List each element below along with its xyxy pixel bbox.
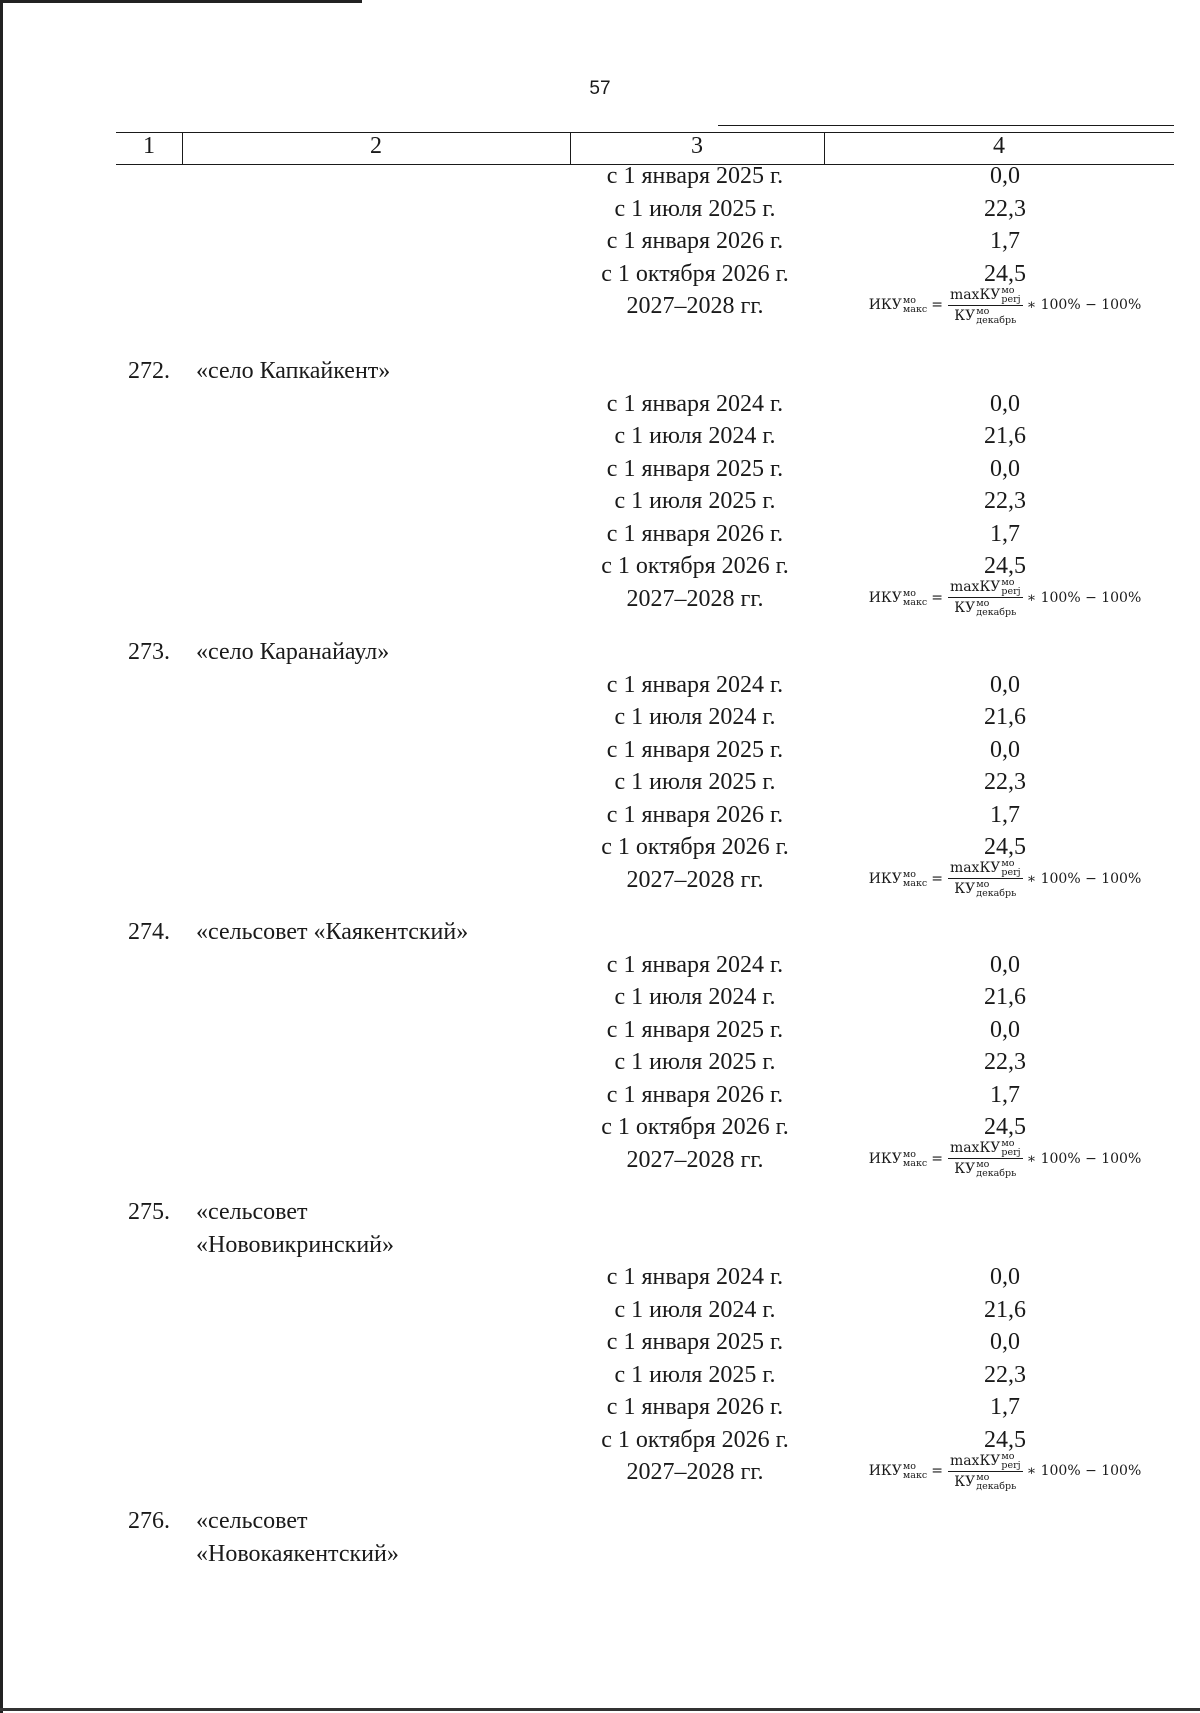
- formula-part: perj: [1001, 1147, 1021, 1158]
- entry-name: «Новокаякентский»: [196, 1540, 399, 1567]
- formula-part: макс: [902, 1157, 928, 1169]
- value-cell: 22,3: [984, 1361, 1026, 1388]
- date-cell: с 1 июля 2025 г.: [614, 1361, 776, 1388]
- entry-number: 272.: [128, 358, 170, 384]
- formula-part: макс: [902, 304, 928, 315]
- column-header-4: 4: [993, 133, 1005, 159]
- formula-part: [952, 598, 1018, 617]
- formula-part: макс: [902, 877, 928, 889]
- formula-part: ИКУ: [868, 589, 902, 606]
- formula-part: ∗ 100% − 100%: [1026, 870, 1142, 887]
- formula-part: perj: [1001, 867, 1021, 878]
- entry-name: «село Капкайкент»: [196, 358, 391, 384]
- formula-part: maxКУ: [949, 1452, 1001, 1469]
- formula-iku-max: [850, 1135, 1160, 1183]
- formula-part: мо: [902, 1461, 916, 1472]
- formula-part: КУ: [954, 600, 976, 616]
- formula-part: КУ: [954, 307, 976, 324]
- column-header-1: 1: [143, 133, 155, 159]
- formula-part: мо: [976, 879, 990, 890]
- entry-name: «сельсовет «Каякентский»: [196, 919, 469, 945]
- formula-part: [948, 1139, 1023, 1159]
- formula-part: [952, 1159, 1018, 1178]
- formula-part: мо: [976, 598, 990, 609]
- value-cell: 0,0: [990, 1264, 1020, 1290]
- formula-part: perj: [1001, 1459, 1021, 1471]
- formula-part: [948, 578, 1023, 598]
- formula-part: [1001, 859, 1020, 877]
- value-cell: 24,5: [984, 260, 1026, 287]
- date-cell: с 1 июля 2025 г.: [614, 195, 776, 222]
- formula-part: ∗ 100% − 100%: [1026, 297, 1142, 313]
- formula-part: =: [931, 870, 943, 887]
- value-cell: 0,0: [990, 163, 1020, 189]
- entry-name: «Нововикринский»: [196, 1231, 395, 1258]
- date-cell: с 1 июля 2025 г.: [614, 1049, 776, 1075]
- date-cell: с 1 января 2026 г.: [606, 520, 784, 547]
- formula-part: perj: [1001, 293, 1021, 305]
- formula-part: мо: [902, 295, 916, 306]
- formula-part: [903, 1462, 927, 1480]
- scan-border-bottom: [0, 1708, 1200, 1711]
- entry-name: «село Каранайаул»: [196, 639, 390, 665]
- value-cell: 22,3: [984, 195, 1026, 222]
- formula-part: [903, 589, 927, 607]
- date-cell: с 1 июля 2024 г.: [614, 704, 776, 730]
- date-cell: с 1 июля 2025 г.: [614, 769, 776, 795]
- formula-part: [952, 879, 1018, 898]
- formula-iku-max: [850, 574, 1160, 622]
- formula-part: ИКУ: [868, 297, 902, 313]
- formula-part: [976, 880, 1016, 898]
- value-cell: 24,5: [984, 1114, 1026, 1140]
- formula-part: maxКУ: [949, 860, 1001, 876]
- date-cell: с 1 октября 2026 г.: [601, 1114, 789, 1140]
- formula-part: [903, 870, 927, 888]
- formula-part: [1001, 1139, 1020, 1157]
- column-header-3: 3: [691, 133, 703, 159]
- formula-iku-max: [850, 855, 1160, 903]
- value-cell: 0,0: [990, 951, 1020, 978]
- date-cell: 2027–2028 гг.: [626, 585, 764, 612]
- date-cell: с 1 января 2026 г.: [606, 1081, 784, 1108]
- entry-number: 275.: [128, 1199, 170, 1225]
- formula-part: декабрь: [976, 1480, 1017, 1492]
- date-cell: с 1 января 2025 г.: [606, 736, 784, 763]
- formula-part: [976, 1160, 1016, 1178]
- date-cell: с 1 января 2026 г.: [606, 1394, 784, 1420]
- formula-part: ИКУ: [868, 870, 902, 887]
- value-cell: 24,5: [984, 553, 1026, 579]
- formula-part: [903, 1150, 927, 1168]
- header-top-rule-right: [718, 125, 1174, 126]
- entry-name: «сельсовет: [196, 1199, 308, 1225]
- formula-part: [948, 286, 1023, 306]
- value-cell: 1,7: [990, 1081, 1020, 1108]
- date-cell: 2027–2028 гг.: [626, 1146, 764, 1173]
- formula-part: мо: [902, 868, 916, 880]
- value-cell: 0,0: [990, 1016, 1020, 1043]
- value-cell: 21,6: [984, 1296, 1026, 1323]
- formula-part: декабрь: [976, 888, 1017, 899]
- value-cell: 22,3: [984, 488, 1026, 514]
- formula-part: КУ: [954, 881, 976, 897]
- formula-part: =: [931, 589, 943, 606]
- value-cell: 0,0: [990, 736, 1020, 763]
- value-cell: 22,3: [984, 1049, 1026, 1075]
- formula-part: [952, 1472, 1018, 1491]
- formula-part: =: [931, 1463, 943, 1479]
- formula-part: декабрь: [976, 1168, 1017, 1179]
- entry-number: 276.: [128, 1508, 170, 1534]
- value-cell: 0,0: [990, 671, 1020, 698]
- entry-number: 273.: [128, 639, 170, 665]
- formula-part: ИКУ: [868, 1463, 902, 1479]
- formula-part: мо: [1001, 577, 1015, 588]
- formula-part: макс: [902, 596, 928, 608]
- formula-part: perj: [1001, 586, 1021, 597]
- formula-part: мо: [1001, 284, 1015, 296]
- value-cell: 22,3: [984, 769, 1026, 795]
- formula-part: [869, 1462, 927, 1480]
- date-cell: с 1 января 2024 г.: [606, 951, 784, 978]
- page-number: 57: [589, 78, 611, 99]
- formula-part: декабрь: [976, 314, 1017, 326]
- formula-part: [976, 599, 1016, 617]
- formula-part: maxКУ: [949, 1140, 1001, 1156]
- value-cell: 24,5: [984, 1426, 1026, 1453]
- formula-part: [903, 296, 927, 314]
- date-cell: с 1 января 2026 г.: [606, 228, 784, 254]
- formula-part: ∗ 100% − 100%: [1026, 1463, 1142, 1479]
- formula-part: [948, 1452, 1023, 1491]
- formula-part: [976, 307, 1016, 325]
- formula-part: мо: [902, 587, 916, 599]
- value-cell: 24,5: [984, 834, 1026, 860]
- date-cell: с 1 января 2026 г.: [606, 801, 784, 828]
- date-cell: с 1 января 2025 г.: [606, 1329, 784, 1355]
- formula-part: [976, 1473, 1016, 1491]
- date-cell: с 1 января 2025 г.: [606, 163, 784, 189]
- formula-part: maxКУ: [949, 579, 1001, 595]
- formula-part: мо: [976, 1471, 990, 1483]
- formula-part: ИКУ: [868, 1150, 902, 1167]
- column-header-2: 2: [370, 133, 382, 159]
- formula-part: [952, 306, 1018, 325]
- formula-part: =: [931, 297, 943, 313]
- formula-part: [948, 1452, 1023, 1472]
- date-cell: с 1 октября 2026 г.: [601, 553, 789, 579]
- value-cell: 0,0: [990, 1329, 1020, 1355]
- value-cell: 1,7: [990, 228, 1020, 254]
- date-cell: с 1 июля 2025 г.: [614, 488, 776, 514]
- formula-part: КУ: [954, 1473, 976, 1490]
- date-cell: с 1 января 2025 г.: [606, 1016, 784, 1043]
- formula-part: мо: [1001, 858, 1015, 869]
- formula-part: maxКУ: [949, 286, 1001, 303]
- formula-part: [948, 286, 1023, 325]
- formula-part: макс: [902, 1470, 928, 1481]
- formula-part: ∗ 100% − 100%: [1026, 1150, 1142, 1167]
- formula-part: ∗ 100% − 100%: [1026, 589, 1142, 606]
- formula-part: [948, 578, 1023, 617]
- scan-border-left: [0, 0, 3, 1713]
- value-cell: 21,6: [984, 704, 1026, 730]
- formula-iku-max: [850, 281, 1160, 329]
- value-cell: 1,7: [990, 520, 1020, 547]
- date-cell: 2027–2028 гг.: [626, 1459, 764, 1485]
- formula-part: [948, 859, 1023, 879]
- date-cell: с 1 января 2024 г.: [606, 390, 784, 417]
- entry-number: 274.: [128, 919, 170, 945]
- entry-name: «сельсовет: [196, 1508, 308, 1534]
- date-cell: с 1 июля 2024 г.: [614, 1296, 776, 1323]
- formula-part: [869, 1150, 927, 1168]
- date-cell: с 1 июля 2024 г.: [614, 423, 776, 449]
- value-cell: 1,7: [990, 1394, 1020, 1420]
- formula-part: мо: [976, 1159, 990, 1170]
- formula-part: =: [931, 1150, 943, 1167]
- date-cell: 2027–2028 гг.: [626, 866, 764, 893]
- date-cell: с 1 января 2024 г.: [606, 671, 784, 698]
- formula-part: КУ: [954, 1161, 976, 1177]
- value-cell: 21,6: [984, 984, 1026, 1010]
- formula-part: мо: [1001, 1138, 1015, 1149]
- formula-part: [1001, 1452, 1020, 1470]
- date-cell: с 1 октября 2026 г.: [601, 834, 789, 860]
- formula-part: мо: [1001, 1450, 1015, 1462]
- date-cell: с 1 января 2024 г.: [606, 1264, 784, 1290]
- scan-border-top: [0, 0, 362, 3]
- formula-part: [869, 870, 927, 888]
- date-cell: с 1 июля 2024 г.: [614, 984, 776, 1010]
- formula-part: мо: [902, 1148, 916, 1160]
- formula-part: [869, 589, 927, 607]
- formula-part: [948, 1139, 1023, 1178]
- value-cell: 0,0: [990, 390, 1020, 417]
- formula-iku-max: [850, 1447, 1160, 1495]
- formula-part: мо: [976, 305, 990, 317]
- date-cell: с 1 октября 2026 г.: [601, 1426, 789, 1453]
- formula-part: [869, 296, 927, 314]
- formula-part: декабрь: [976, 607, 1017, 618]
- value-cell: 1,7: [990, 801, 1020, 828]
- formula-part: [1001, 578, 1020, 596]
- date-cell: с 1 января 2025 г.: [606, 455, 784, 482]
- date-cell: с 1 октября 2026 г.: [601, 260, 789, 287]
- formula-part: [1001, 286, 1020, 304]
- value-cell: 21,6: [984, 423, 1026, 449]
- date-cell: 2027–2028 гг.: [626, 293, 764, 319]
- formula-part: [948, 859, 1023, 898]
- value-cell: 0,0: [990, 455, 1020, 482]
